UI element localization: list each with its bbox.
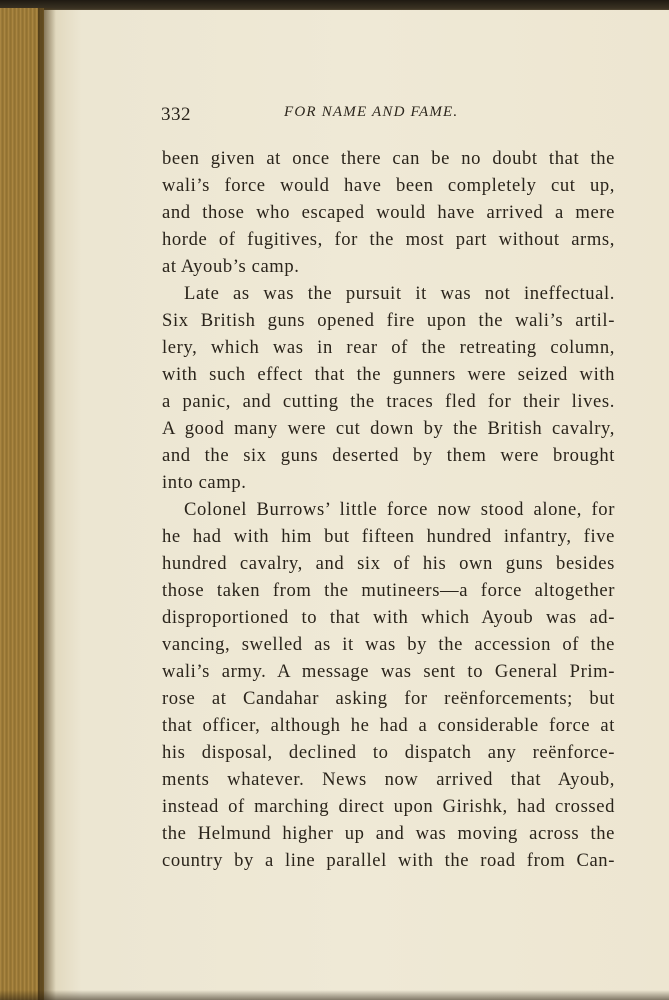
text-line: hundred cavalry, and six of his own guns besides	[162, 553, 615, 574]
text-line: A good many were cut down by the British cavalry,	[162, 418, 615, 439]
gutter-shadow	[38, 8, 56, 1000]
text-line: wali’s army. A message was sent to General Prim-	[162, 661, 615, 682]
body-text	[162, 145, 615, 874]
text-line: and those who escaped would have arrived a mere	[162, 202, 615, 223]
text-line: Colonel Burrows’ little force now stood alone, for	[184, 499, 615, 520]
running-title: FOR NAME AND FAME.	[284, 104, 459, 120]
text-line: rose at Candahar asking for reënforcements; but	[162, 688, 615, 709]
text-line: wali’s force would have been completely cut up,	[162, 175, 615, 196]
text-line: horde of fugitives, for the most part without arms,	[162, 229, 615, 250]
page-header	[161, 104, 614, 128]
text-line: and the six guns deserted by them were brought	[162, 445, 615, 466]
text-line: country by a line parallel with the road from Can-	[162, 850, 615, 871]
text-line: his disposal, declined to dispatch any reënforce-	[162, 742, 615, 763]
page-number: 332	[161, 104, 191, 125]
text-line: that officer, although he had a considerable force at	[162, 715, 615, 736]
text-line: Six British guns opened fire upon the wali’s artil-	[162, 310, 615, 331]
text-line: those taken from the mutineers—a force altogether	[162, 580, 615, 601]
text-line: been given at once there can be no doubt that the	[162, 148, 615, 169]
text-line: vancing, swelled as it was by the accession of the	[162, 634, 615, 655]
text-line: at Ayoub’s camp.	[162, 256, 300, 277]
text-line: Late as was the pursuit it was not ineffectual.	[184, 283, 615, 304]
text-line: a panic, and cutting the traces fled for their lives.	[162, 391, 615, 412]
text-line: disproportioned to that with which Ayoub was ad-	[162, 607, 615, 628]
text-line: with such effect that the gunners were seized with	[162, 364, 615, 385]
text-line: he had with him but fifteen hundred infantry, five	[162, 526, 615, 547]
text-line: instead of marching direct upon Girishk, had crossed	[162, 796, 615, 817]
text-line: into camp.	[162, 472, 247, 493]
bottom-shadow	[0, 990, 669, 1000]
text-line: the Helmund higher up and was moving across the	[162, 823, 615, 844]
text-line: ments whatever. News now arrived that Ayoub,	[162, 769, 615, 790]
text-line: lery, which was in rear of the retreating column,	[162, 337, 615, 358]
